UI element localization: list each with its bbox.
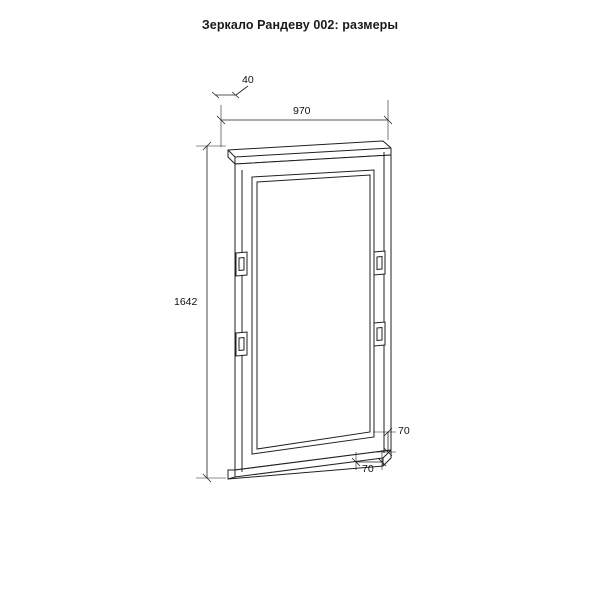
dimension-label-frame-bottom-right: 70 (398, 425, 410, 437)
dimension-label-height: 1642 (174, 296, 198, 308)
page-title: Зеркало Рандеву 002: размеры (201, 18, 399, 32)
dimension-label-width: 970 (293, 105, 311, 117)
dimension-label-frame-bottom: 70 (362, 463, 374, 475)
dimension-label-depth-top: 40 (242, 74, 254, 86)
